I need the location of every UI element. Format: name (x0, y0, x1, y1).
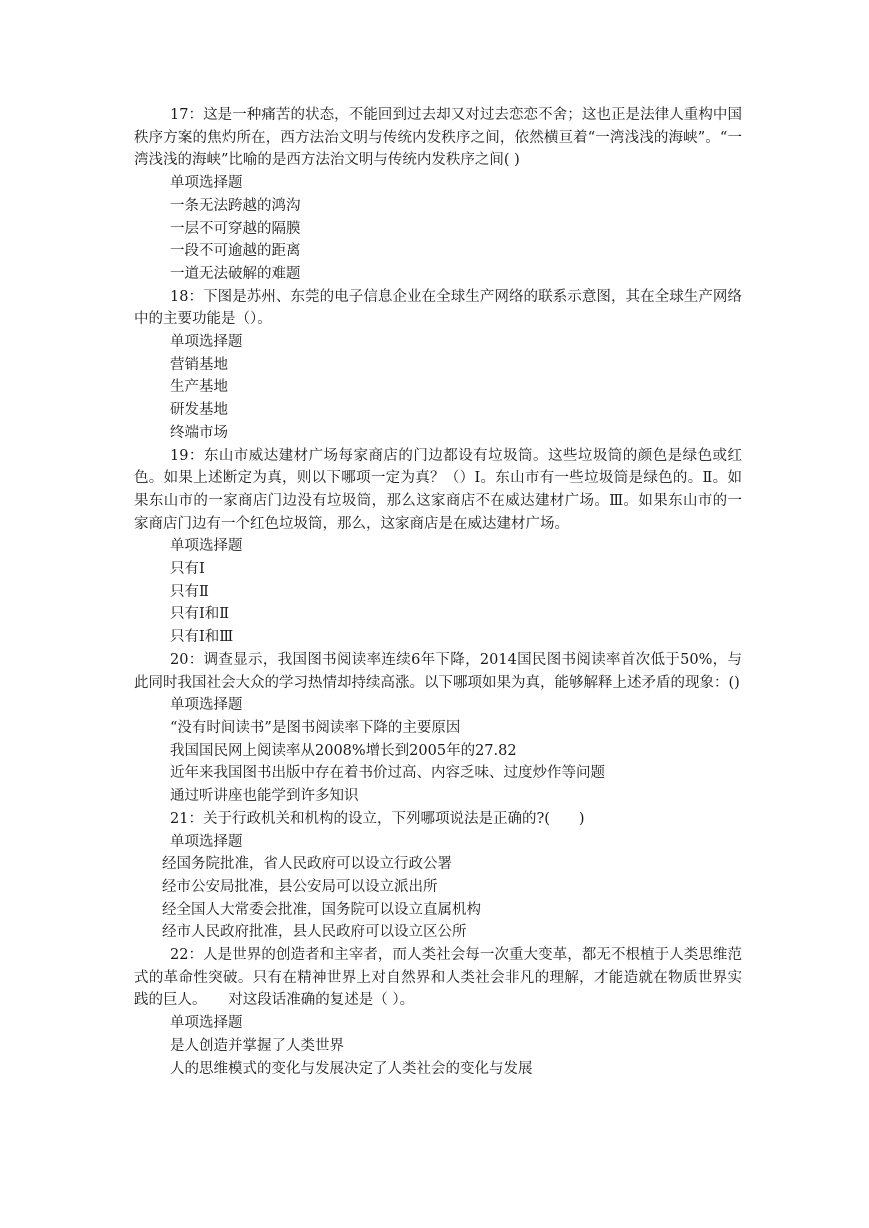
question-19-text: 19：东山市威达建材广场每家商店的门边都设有垃圾筒。这些垃圾筒的颜色是绿色或红色。如果上述断定为真，则以下哪项一定为真？（）Ⅰ。东山市有一些垃圾筒是绿色的。Ⅱ。如果东山市的一家商店门边没有垃圾筒，那么这家商店不在威达建材广场。Ⅲ。如果东山市的一家商店门边有一个红色垃圾筒，那么，这家商店是在威达建材广场。 (134, 447, 742, 532)
question-20-option-c: 近年来我国图书出版中存在着书价过高、内容乏味、过度炒作等问题 (170, 765, 605, 782)
question-19-type: 单项选择题 (170, 538, 243, 555)
question-21-option-b: 经市公安局批准，县公安局可以设立派出所 (162, 878, 438, 895)
question-17-option-a: 一条无法跨越的鸿沟 (170, 197, 301, 214)
question-17-type: 单项选择题 (170, 175, 243, 192)
question-20-type: 单项选择题 (170, 697, 243, 714)
question-18-option-b: 生产基地 (170, 379, 228, 396)
question-17-option-b: 一层不可穿越的隔膜 (170, 220, 301, 237)
question-18-option-a: 营销基地 (170, 356, 228, 373)
question-19-option-c: 只有Ⅰ和Ⅱ (170, 606, 230, 623)
question-18-option-d: 终端市场 (170, 424, 228, 441)
question-20-option-d: 通过听讲座也能学到许多知识 (170, 788, 359, 805)
question-18-type: 单项选择题 (170, 334, 243, 351)
question-22-option-a: 是人创造并掌握了人类世界 (170, 1037, 344, 1054)
question-17-text: 17：这是一种痛苦的状态，不能回到过去却又对过去恋恋不舍；这也正是法律人重构中国秩序方案的焦灼所在，西方法治文明与传统内发秩序之间，依然横亘着“一湾浅浅的海峡”。“一湾浅浅的海峡”比喻的是西方法治文明与传统内发秩序之间( ) (134, 107, 742, 169)
question-17-option-d: 一道无法破解的难题 (170, 265, 301, 282)
question-22-option-b: 人的思维模式的变化与发展决定了人类社会的变化与发展 (170, 1060, 533, 1077)
question-17-option-c: 一段不可逾越的距离 (170, 243, 301, 260)
document-content (134, 104, 742, 1080)
question-21-type: 单项选择题 (170, 833, 243, 850)
question-21-option-c: 经全国人大常委会批准，国务院可以设立直属机构 (162, 901, 481, 918)
question-19-option-b: 只有Ⅱ (170, 583, 209, 600)
question-18-text: 18：下图是苏州、东莞的电子信息企业在全球生产网络的联系示意图，其在全球生产网络中的主要功能是（）。 (134, 288, 742, 328)
question-22-type: 单项选择题 (170, 1015, 243, 1032)
question-20-option-a: “没有时间读书”是图书阅读率下降的主要原因 (170, 719, 461, 736)
question-21-option-d: 经市人民政府批准，县人民政府可以设立区公所 (162, 924, 467, 941)
question-20-text: 20：调查显示，我国图书阅读率连续6年下降，2014国民图书阅读率首次低于50%，与此同时我国社会大众的学习热情却持续高涨。以下哪项如果为真，能够解释上述矛盾的现象：() (134, 651, 742, 691)
question-21-text: 21：关于行政机关和机构的设立，下列哪项说法是正确的?( ) (170, 810, 585, 827)
question-22-text: 22：人是世界的创造者和主宰者，而人类社会每一次重大变革，都无不根植于人类思维范式的革命性突破。只有在精神世界上对自然界和人类社会非凡的理解，才能造就在物质世界实践的巨人。 对这段话准确的复述是（ ）。 (134, 947, 742, 1009)
question-19-option-d: 只有Ⅰ和Ⅲ (170, 629, 234, 646)
question-21-option-a: 经国务院批准，省人民政府可以设立行政公署 (162, 856, 452, 873)
question-19-option-a: 只有Ⅰ (170, 561, 205, 578)
question-20-option-b: 我国国民网上阅读率从2008%增长到2005年的27.82 (170, 742, 517, 759)
question-18-option-c: 研发基地 (170, 402, 228, 419)
